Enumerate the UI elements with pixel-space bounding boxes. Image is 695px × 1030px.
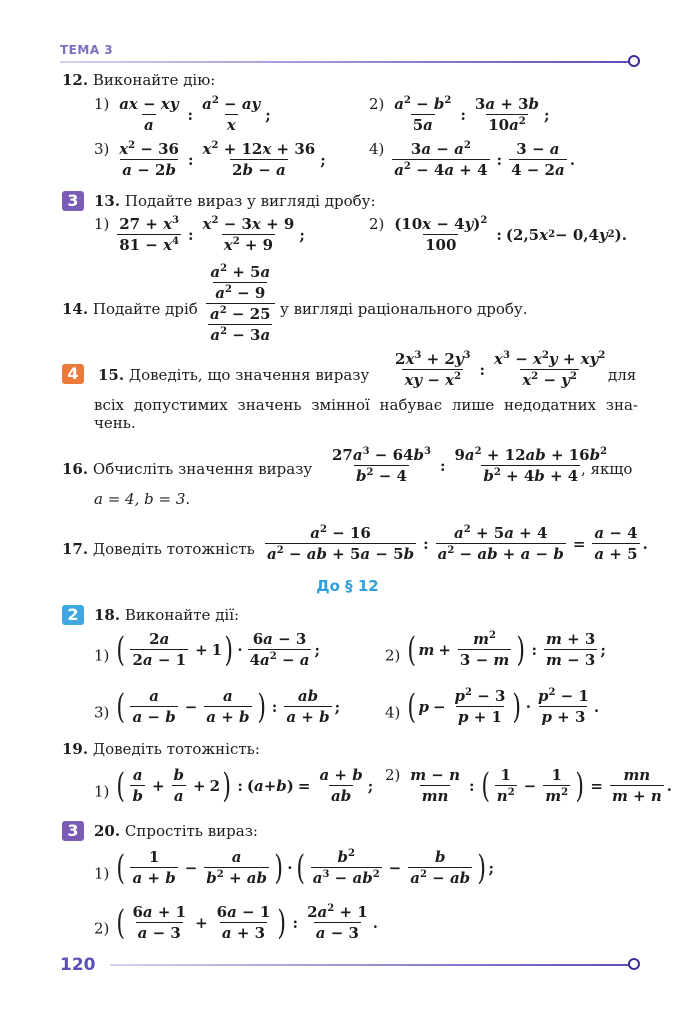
problem-18-item-3: 3) ( a a − b − $\frac{a}{a + b}$ ) : ab a + b ; — [94, 686, 341, 727]
section-heading: До § 12 — [316, 577, 379, 595]
problem-18-item-1: 1) ( 2a 2a − 1 + 1 ) · 6a − 3 $4a^2 - a$ ; — [94, 629, 321, 670]
problem-16-statement: 16. Обчисліть значення виразу — [62, 460, 313, 478]
problem-20-item-2: 2) ( 6a + 1 a − 3 + $\frac{6a - 1}{a + 3}$ ) : $2a^2 + 1$ a − 3 . — [94, 902, 378, 943]
level-3-badge: 3 — [62, 191, 84, 211]
topic-header: ТЕМА 3 — [60, 43, 114, 57]
problem-16-expression: $27a^3 - 64b^3$ $b^2 - 4$ : $9a^2 + 12ab + 16b^2$ $b^2 + 4b + 4$ — [332, 446, 608, 485]
problem-15-statement: 15. Доведіть, що значення виразу — [98, 366, 370, 384]
header-rule — [60, 61, 630, 63]
problem-19-statement: 19. Доведіть тотожність: — [62, 740, 260, 758]
problem-17-statement: 17. Доведіть тотожність — [62, 540, 255, 558]
problem-16-values: a = 4, b = 3. — [94, 490, 191, 508]
footer-rule-dot — [628, 958, 640, 970]
problem-19-item-1: 1) ( a b + $\frac{b}{a}$ + 2 ) : ( a + b ) = $\frac{a + b}{ab}$ ; — [94, 765, 374, 806]
level-4-badge: 4 — [62, 364, 84, 384]
problem-12-item-2: 2) $a^2 - b^2$ 5a : 3a + 3b $10a^2$ ; — [369, 95, 550, 134]
problem-13-item-2: 2) $(10x - 4y)^2$ 100 : (2,5 x 2 − 0,4 y 2 ). — [369, 215, 627, 254]
problem-18-item-2: 2) ( m + $\frac{m^2}{3 - m}$ ) : m + 3 m − 3 ; — [385, 629, 606, 670]
page-number: 120 — [60, 955, 96, 975]
problem-13-statement: 13. Подайте вираз у вигляді дробу: — [94, 192, 376, 210]
problem-15-expression: $2x^3 + 2y^3$ xy − $x^2$ : $x^3 - x^2y + xy^2$ $x^2 - y^2$ — [395, 350, 606, 389]
problem-16-statement-cont: , якщо — [581, 460, 633, 478]
problem-15-line-3: чень. — [94, 414, 136, 432]
problem-17-identity: $a^2 - 16$ $a^2$ − ab + 5a − 5b : $\frac{a^2 + 5a + 4}{a^2 - ab + a - b}$ = $\frac{a - 4}{a + 5}$ . — [267, 524, 648, 563]
problem-15-statement-cont: для — [608, 366, 637, 384]
problem-14-statement: 14. Подайте дріб — [62, 300, 198, 318]
problem-12-item-1: 1) ax − xy a : $a^2$ − ay x ; — [94, 95, 271, 134]
problem-14-compound-fraction: $\frac{a^2 + 5a}{a^2 - 9}$ $\frac{a^2 - 25}{a^2 - 3a}$ — [206, 263, 275, 344]
problem-12-item-4: 4) $3a - a^2$ $a^2 - 4a + 4$ : 3 − a 4 − 2a . — [369, 140, 575, 179]
problem-20-statement: 20. Спростіть вираз: — [94, 822, 258, 840]
problem-12-item-3: 3) $x^2 - 36$ a − 2b : $x^2 + 12x + 36$ 2b − a ; — [94, 140, 326, 179]
header-rule-dot — [628, 55, 640, 67]
problem-14-statement-end: у вигляді раціонального дробу. — [280, 300, 528, 318]
problem-13-item-1: 1) $27 + x^3$ $81 - x^4$ : $x^2 - 3x + 9$ $x^2 + 9$ ; — [94, 215, 305, 254]
footer-rule — [110, 964, 632, 966]
level-3-badge: 3 — [62, 821, 84, 841]
problem-18-statement: 18. Виконайте дії: — [94, 606, 240, 624]
problem-19-item-2: 2) m − n mn : ( 1 $n^2$ − $\frac{1}{m^2}$ ) = $\frac{mn}{m + n}$ . — [385, 765, 672, 806]
problem-15-line-2: всіх допустимих значень змінної набуває лише недодатних зна- — [94, 396, 638, 414]
problem-20-item-1: 1) ( 1 a + b − $\frac{a}{b^2 + ab}$ ) · ( $b^2$ $a^3 - ab^2$ − $\frac{b}{a^2 - ab}$ ) ; — [94, 847, 494, 888]
level-2-badge: 2 — [62, 605, 84, 625]
problem-18-item-4: 4) ( p − $\frac{p^2 - 3}{p + 1}$ ) · $p^2 - 1$ p + 3 . — [385, 686, 600, 727]
problem-12-statement: 12. Виконайте дію: — [62, 71, 216, 89]
